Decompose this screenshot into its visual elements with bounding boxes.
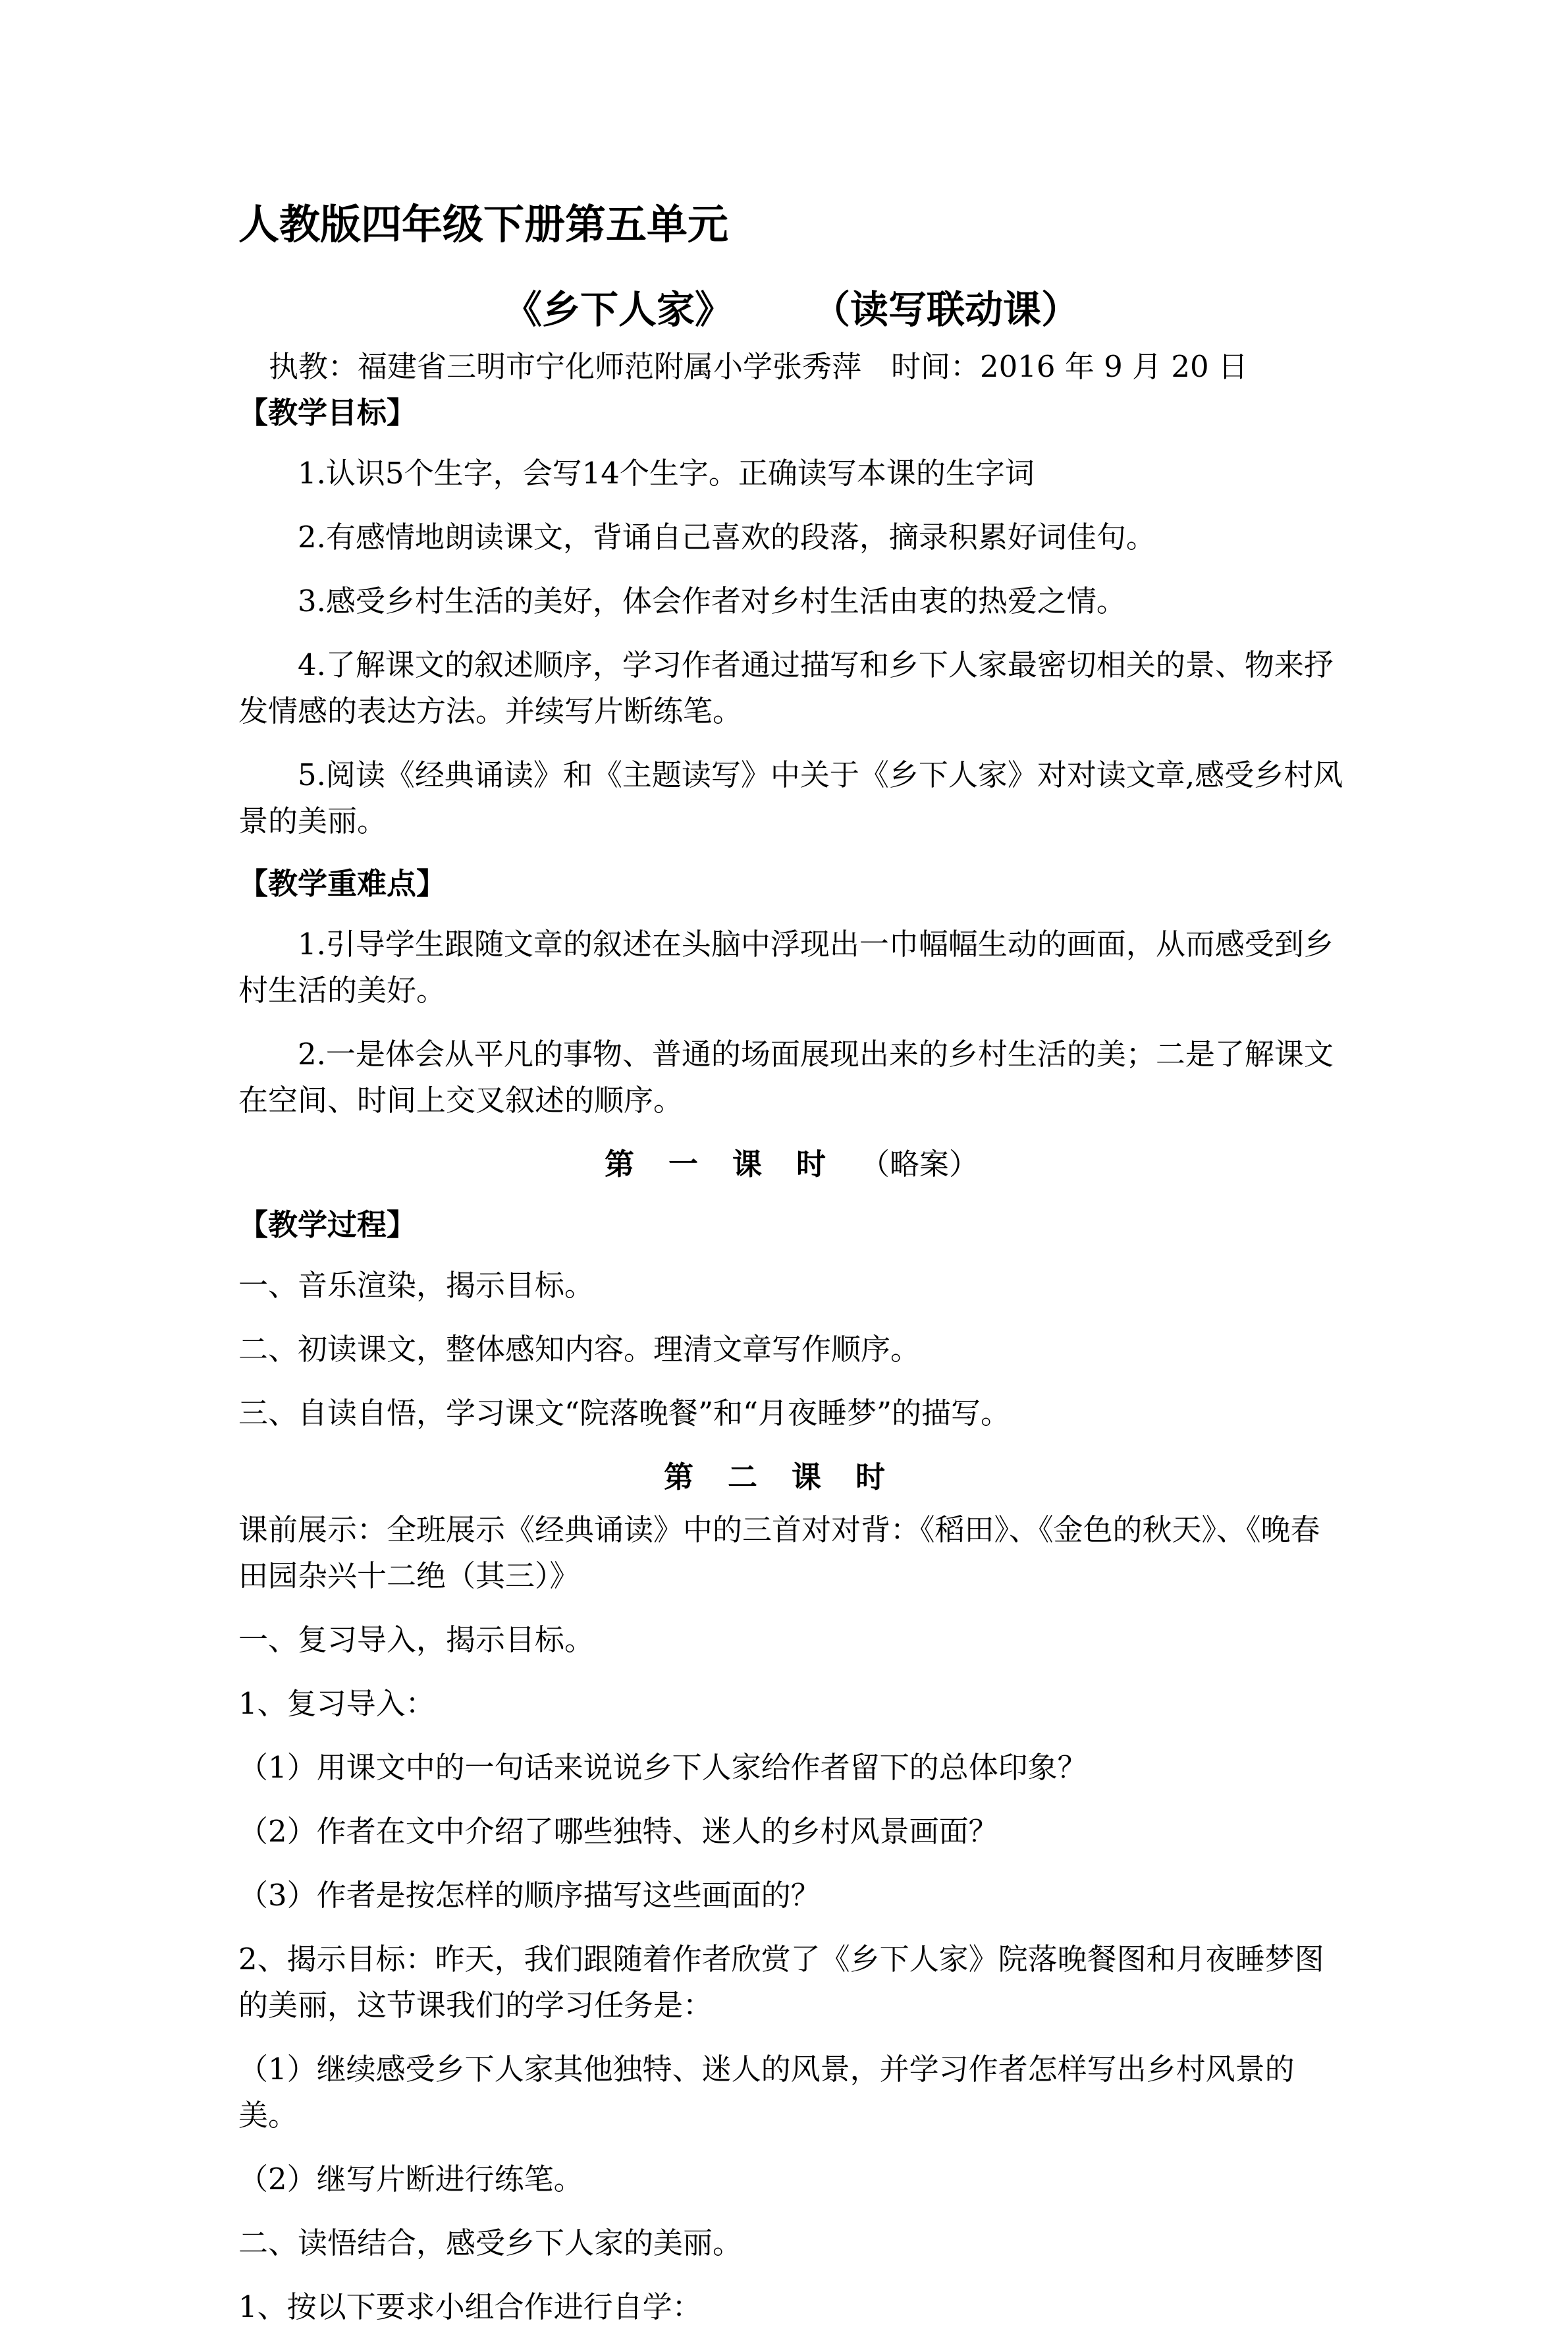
period-two-heading (238, 1454, 1345, 1500)
sub-step: 1、复习导入： (238, 1686, 435, 1721)
goal-item: 2.有感情地朗读课文，背诵自己喜欢的段落，摘录积累好词佳句。 (298, 520, 1156, 555)
step-heading: 二、读悟结合，感受乡下人家的美丽。 (238, 2225, 743, 2260)
goal-item: 4.了解课文的叙述顺序，学习作者通过描写和乡下人家最密切相关的景、物来抒发情感的表达方法。并续写片断练笔。 (238, 647, 1334, 728)
unit-title: 人教版四年级下册第五单元 (238, 200, 729, 248)
goal-item: 5.阅读《经典诵读》和《主题读写》中关于《乡下人家》对对读文章,感受乡村风景的美丽。 (238, 757, 1343, 838)
question-item: （2）作者在文中介绍了哪些独特、迷人的乡村风景画面？ (238, 1814, 998, 1849)
goal-item: 3.感受乡村生活的美好，体会作者对乡村生活由衷的热爱之情。 (298, 584, 1126, 618)
process-heading: 【教学过程】 (238, 1207, 417, 1242)
period-one-title: 第一课时 (604, 1147, 860, 1182)
process-step: 三、自读自悟，学习课文“院落晚餐”和“月夜睡梦”的描写。 (238, 1396, 1011, 1431)
sub-step: 2、揭示目标：昨天，我们跟随着作者欣赏了《乡下人家》院落晚餐图和月夜睡梦图的美丽，这节课我们的学习任务是： (238, 1942, 1324, 2023)
sub-step: 1、按以下要求小组合作进行自学： (238, 2289, 702, 2324)
goal-item: 1.认识5个生字，会写14个生字。正确读写本课的生字词 (298, 456, 1035, 491)
step-heading: 一、复习导入，揭示目标。 (238, 1622, 595, 1657)
key-points-heading: 【教学重难点】 (238, 866, 446, 901)
key-point-item: 1.引导学生跟随文章的叙述在头脑中浮现出一巾幅幅生动的画面，从而感受到乡村生活的美好。 (238, 927, 1334, 1008)
period-one-heading (238, 1141, 1345, 1188)
lesson-name: 《乡下人家》 (503, 287, 733, 332)
period-two-title: 第二课时 (663, 1460, 919, 1494)
preclass-display: 课前展示：全班展示《经典诵读》中的三首对对背：《稻田》、《金色的秋天》、《晚春田园杂兴十二绝（其三）》 (238, 1512, 1320, 1593)
process-step: 二、初读课文，整体感知内容。理清文章写作顺序。 (238, 1332, 921, 1367)
process-step: 一、音乐渲染，揭示目标。 (238, 1268, 595, 1303)
task-item: （2）继写片断进行练笔。 (238, 2162, 583, 2197)
document-page (238, 195, 1345, 2348)
period-one-note: （略案） (860, 1147, 979, 1182)
lesson-type: （读写联动课） (812, 287, 1080, 332)
task-item: （1）继续感受乡下人家其他独特、迷人的风景，并学习作者怎样写出乡村风景的美。 (238, 2052, 1295, 2133)
question-item: （3）作者是按怎样的顺序描写这些画面的？ (238, 1878, 821, 1913)
goals-heading: 【教学目标】 (238, 395, 417, 430)
key-point-item: 2.一是体会从平凡的事物、普通的场面展现出来的乡村生活的美；二是了解课文在空间、时间上交叉叙述的顺序。 (238, 1037, 1334, 1118)
question-item: （1）用课文中的一句话来说说乡下人家给作者留下的总体印象？ (238, 1750, 1087, 1785)
author-line: 执教：福建省三明市宁化师范附属小学张秀萍 时间：2016 年 9 月 20 日 (269, 349, 1248, 384)
lesson-title (238, 283, 1345, 336)
